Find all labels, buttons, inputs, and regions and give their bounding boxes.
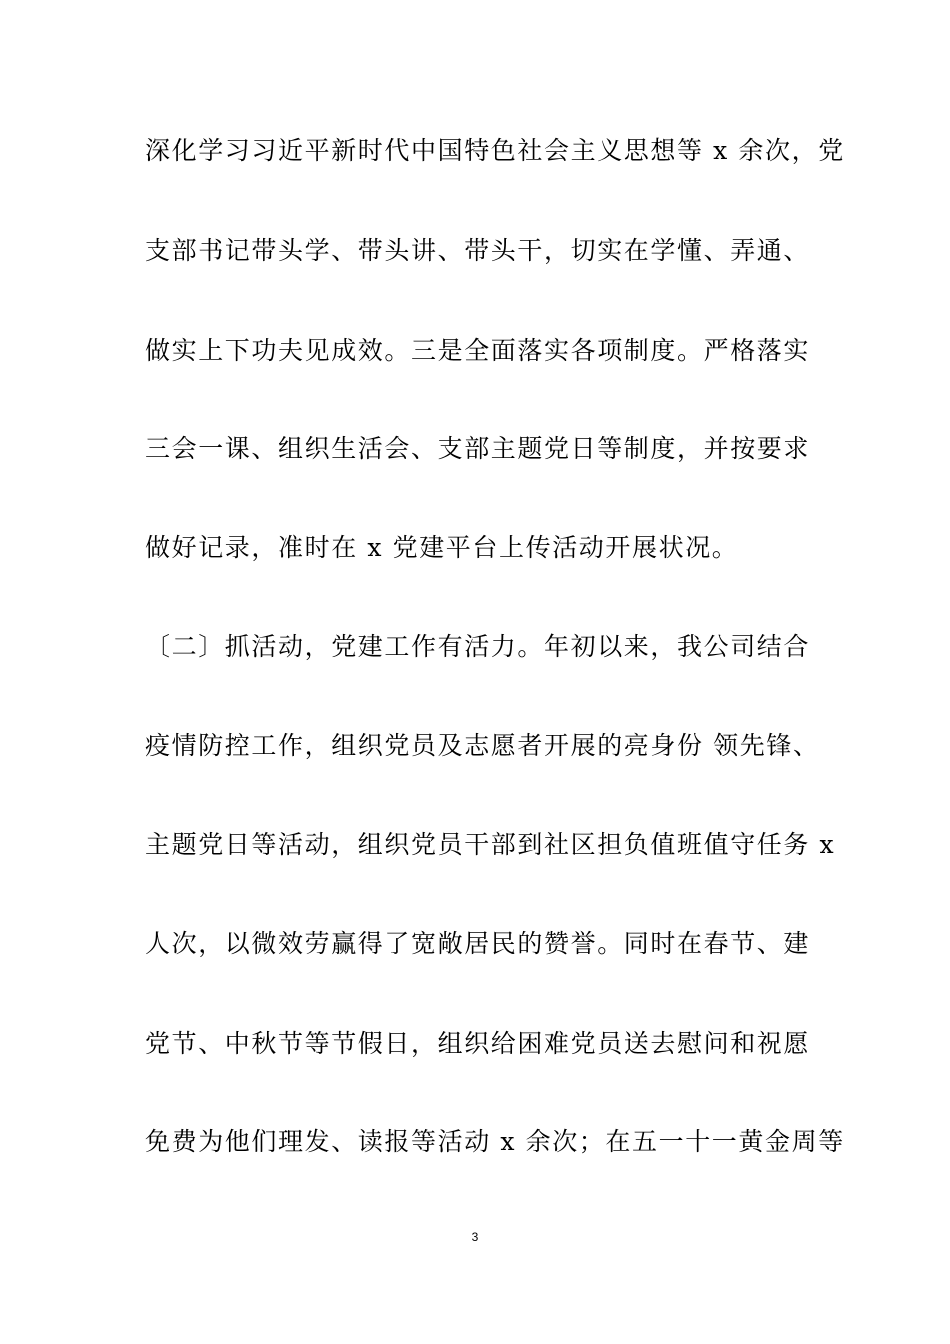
text-line: 主题党日等活动，组织党员干部到社区担负值班值守任务 x [145,830,836,859]
text-line: 党节、中秋节等节假日，组织给困难党员送去慰问和祝愿 [145,1029,811,1058]
text-line: 深化学习习近平新时代中国特色社会主义思想等 x 余次，党 [145,136,845,165]
text-line: 免费为他们理发、读报等活动 x 余次；在五一十一黄金周等 [145,1127,845,1156]
text-line: 做实上下功夫见成效。三是全面落实各项制度。严格落实 [145,336,811,365]
text-line: 人次，以微效劳赢得了宽敞居民的赞誉。同时在春节、建 [145,929,811,958]
section-heading-line: 〔二〕抓活动，党建工作有活力。年初以来，我公司结合 [145,632,811,661]
text-line: 支部书记带头学、带头讲、带头干，切实在学懂、弄通、 [145,236,811,265]
text-line: 疫情防控工作，组织党员及志愿者开展的亮身份 领先锋、 [145,731,820,760]
page-number: 3 [471,1230,479,1244]
text-line: 做好记录，准时在 x 党建平台上传活动开展状况。 [145,533,739,562]
text-line: 三会一课、组织生活会、支部主题党日等制度，并按要求 [145,434,811,463]
